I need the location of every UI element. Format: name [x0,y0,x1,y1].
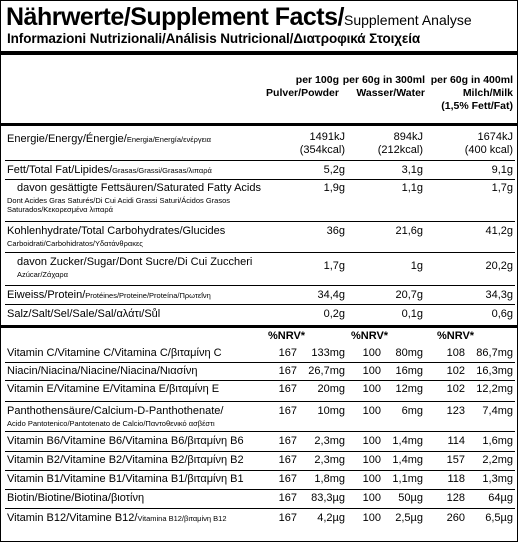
title-main: Nährwerte/Supplement Facts/ [6,3,344,31]
nutrient-row-carbohydrates: Kohlenhydrate/Total Carbohydrates/Glucides Carboidrati/Carbohidratos/Υδατάνθρακες 36g 21,6g 41,2g [7,225,513,248]
nutrient-label: Kohlenhydrate/Total Carbohydrates/Glucides [7,225,226,237]
vitamin-row-b12: Vitamin B12/Vitamine B12/Vitamina B12/βιταμίνη B12 167 4,2µg 100 2,5µg 260 6,5µg [7,512,513,524]
nrv-header-milk: %NRV* [437,330,475,342]
row-divider [5,179,515,180]
nutrient-label: davon gesättigte Fettsäuren/Saturated Fatty Acids [17,182,261,194]
nutrient-row-saturated-fat: davon gesättigte Fettsäuren/Saturated Fatty Acids Dont Acides Gras Saturés/Di Cui Acidi Grassi Saturi/Ácidos Grasos Saturados/Κεκορεσμένα λιπαρά 1,9g 1,1g 1,7g [7,182,513,214]
nutrient-row-energy: Energie/Energy/Énergie/Energia/Energía/ενέργεια 1491kJ (354kcal) 894kJ (212kcal) 1674kJ (400 kcal) [7,131,513,156]
row-divider [5,252,515,253]
row-divider [5,304,515,305]
label-title [6,3,472,32]
vitamin-row-b2: Vitamin B2/Vitamine B2/Vitamina B2/βιταμίνη B2 167 2,3mg 100 1,4mg 157 2,2mg [7,454,513,466]
vitamin-row-b1: Vitamin B1/Vitamine B1/Vitamina B1/βιταμίνη B1 167 1,8mg 100 1,1mg 118 1,3mg [7,473,513,485]
title-tail: Supplement Analyse [343,12,472,28]
row-divider [5,221,515,222]
nutrient-label: Salz/Salt/Sel/Sale/Sal/αλάτι/Sůl [7,308,161,320]
nutrient-row-salt: Salz/Salt/Sel/Sale/Sal/αλάτι/Sůl 0,2g 0,1g 0,6g [7,308,513,320]
vitamin-row-biotin: Biotin/Biotine/Biotina/βιοτίνη 167 83,3µg 100 50µg 128 64µg [7,492,513,504]
vitamins-divider [1,325,517,328]
row-divider [5,285,515,286]
vitamin-row-niacin: Niacin/Niacina/Niacine/Niacina/Νιασίνη 167 26,7mg 100 16mg 102 16,3mg [7,365,513,377]
nrv-header-water: %NRV* [351,330,389,342]
nutrient-label: Eiweiss/Protein/Protéines/Proteine/Proteína/Πρωτεΐνη [7,289,211,301]
vitamin-row-e: Vitamin E/Vitamine E/Vitamina E/βιταμίνη E 167 20mg 100 12mg 102 12,2mg [7,383,513,395]
vitamin-row-pantothenate: Panthothensäure/Calcium-D-Panthothenate/ Acido Pantotenico/Pantotenato de Calcio/Παντοθενικό ασβέστι 167 10mg 100 6mg 123 7,4mg [7,405,513,428]
row-divider [5,160,515,161]
vitamin-row-c: Vitamin C/Vitamine C/Vitamina C/βιταμίνη C 167 133mg 100 80mg 108 86,7mg [7,347,513,359]
column-header-milk: per 60g in 400ml Milch/Milk (1,5% Fett/Fat) [430,74,513,112]
nutrient-row-sugar: davon Zucker/Sugar/Dont Sucre/Di Cui Zuccheri Azúcar/Ζάχαρα 1,7g 1g 20,2g [17,256,513,279]
column-header-water: per 60g in 300ml Wasser/Water [342,74,425,99]
nrv-header-powder: %NRV* [268,330,306,342]
top-divider [1,51,517,55]
label-subtitle: Informazioni Nutrizionali/Análisis Nutricional/Διατροφικά Στοιχεία [7,31,421,46]
vitamin-row-b6: Vitamin B6/Vitamine B6/Vitamina B6/βιταμίνη B6 167 2,3mg 100 1,4mg 114 1,6mg [7,435,513,447]
header-divider [1,123,517,126]
nutrient-row-fat: Fett/Total Fat/Lipides/Grasas/Grassi/Grasas/λιπαρά 5,2g 3,1g 9,1g [7,164,513,176]
column-header-powder: per 100g Pulver/Powder [266,74,339,99]
nutrient-label: Energie/Energy/Énergie/Energia/Energía/ενέργεια [7,133,211,145]
nutrient-label: davon Zucker/Sugar/Dont Sucre/Di Cui Zuccheri [17,256,253,268]
nutrient-row-protein: Eiweiss/Protein/Protéines/Proteine/Proteína/Πρωτεΐνη 34,4g 20,7g 34,3g [7,289,513,301]
nutrient-label: Fett/Total Fat/Lipides/Grasas/Grassi/Grasas/λιπαρά [7,164,212,176]
